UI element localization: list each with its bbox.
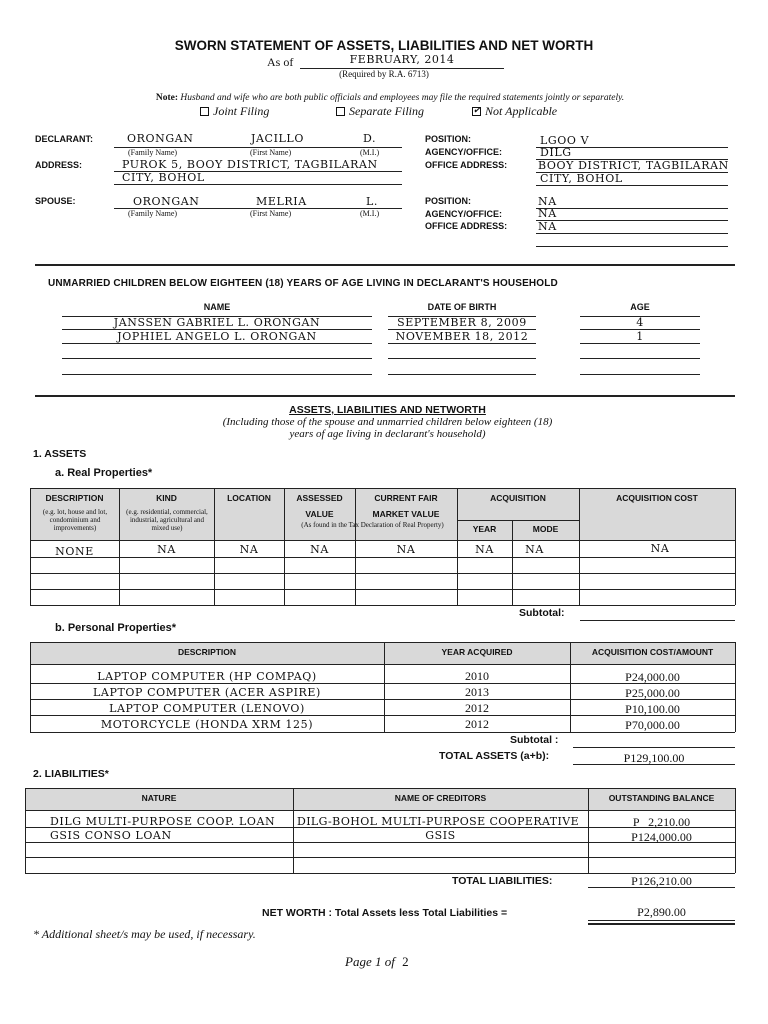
children-top-rule [35,264,735,266]
note-label: Note: [155,93,178,103]
total-liabilities-value: P126,210.00 [631,874,692,888]
total-assets-line [573,764,735,765]
liab-col-creditor: NAME OF CREDITORS [394,793,487,803]
address-line2: CITY, BOHOL [122,171,205,184]
page-prefix: Page 1 of [345,954,395,969]
personal-properties-heading: b. Personal Properties* [55,622,177,634]
total-assets-value: P129,100.00 [623,751,685,765]
as-of-label: As of [267,55,294,69]
net-worth-value: P2,890.00 [637,905,686,919]
total-liabilities-label: TOTAL LIABILITIES: [452,875,553,887]
liabilities-heading: 2. LIABILITIES* [33,768,109,780]
spouse-position-underline [536,208,728,209]
spouse-office-underline2 [536,246,728,247]
real-col-kind-sub: (e.g. residential, commercial, industrial, agricultural and mixed use) [126,508,208,532]
not-applicable-option[interactable] [472,104,557,119]
real-col-kind: KIND [156,493,177,503]
real-col-assessed-2: VALUE [305,509,334,519]
separate-filing-label: Separate Filing [349,104,424,118]
page-indicator [345,954,409,970]
office-address-line2: CITY, BOHOL [540,172,623,185]
personal-cell-description: LAPTOP COMPUTER (HP COMPAQ) [97,670,317,683]
real-col-tax-note: (As found in the Tax Declaration of Real Property) [301,521,444,529]
personal-cell-description: LAPTOP COMPUTER (ACER ASPIRE) [93,686,321,699]
spouse-first-caption: (First Name) [250,209,292,218]
personal-cell-cost: P24,000.00 [625,670,680,684]
personal-subtotal-label: Subtotal : [510,734,559,746]
liab-col-balance: OUTSTANDING BALANCE [608,793,715,803]
real-col-assessed-1: ASSESSED [296,493,343,503]
real-col-acquisition: ACQUISITION [490,493,546,503]
real-col-cost: ACQUISITION COST [616,493,698,503]
not-applicable-checkbox[interactable] [472,107,481,116]
child-dob: NOVEMBER 18, 2012 [395,330,529,343]
additional-sheets-note: * Additional sheet/s may be used, if necessary. [33,927,256,941]
spouse-position-label: POSITION: [425,196,472,206]
declarant-first-caption: (First Name) [250,148,292,157]
real-col-year: YEAR [472,524,497,534]
real-col-fmv-1: CURRENT FAIR [374,493,438,503]
alnw-sub1: (Including those of the spouse and unmarried children below eighteen (18) [222,416,553,428]
office-address-line1: BOOY DISTRICT, TAGBILARAN [538,159,729,172]
real-cell-mode: NA [525,543,544,556]
required-note: (Required by R.A. 6713) [339,69,429,79]
personal-cell-year: 2012 [465,701,489,715]
spouse-family-caption: (Family Name) [128,209,178,218]
personal-cell-description: MOTORCYCLE (HONDA XRM 125) [100,718,314,731]
child-age: 4 [636,316,644,329]
spouse-agency-value: NA [538,207,557,220]
office-line2-underline [536,185,728,186]
assets-heading: 1. ASSETS [33,448,87,460]
filing-note [0,93,768,103]
office-address-label: OFFICE ADDRESS: [425,160,508,170]
address-line2-underline [114,184,402,185]
child-dob: SEPTEMBER 8, 2009 [397,316,527,329]
alnw-sub2: years of age living in declarant's household) [289,428,486,440]
personal-col-cost: ACQUISITION COST/AMOUNT [591,647,714,657]
real-cell-kind: NA [157,543,176,556]
real-col-location: LOCATION [227,493,271,503]
personal-subtotal-line [573,747,735,748]
declarant-mi-caption: (M.I.) [360,148,380,157]
spouse-agency-underline [536,220,728,221]
document-title: SWORN STATEMENT OF ASSETS, LIABILITIES AND NET WORTH [174,38,594,53]
liab-cell-balance: P124,000.00 [631,830,692,844]
spouse-mi-caption: (M.I.) [360,209,380,218]
separate-filing-option[interactable] [336,104,424,119]
alnw-heading: ASSETS, LIABILITIES AND NETWORTH [289,404,486,416]
real-cell-assessed: NA [310,543,329,556]
liab-cell-nature: GSIS CONSO LOAN [50,829,172,842]
spouse-office-label: OFFICE ADDRESS: [425,221,508,231]
liab-cell-creditor: DILG-BOHOL MULTI-PURPOSE COOPERATIVE [296,815,580,828]
declarant-family-name: ORONGAN [127,132,194,145]
personal-cell-cost: P25,000.00 [625,686,680,700]
position-label: POSITION: [425,134,472,144]
personal-cell-year: 2013 [465,685,489,699]
address-label: ADDRESS: [35,160,83,170]
declarant-family-caption: (Family Name) [128,148,178,157]
agency-value: DILG [540,146,572,159]
real-cell-location: NA [239,543,259,556]
personal-cell-year: 2012 [465,717,489,731]
joint-filing-checkbox[interactable] [200,107,209,116]
declarant-first-name: JACILLO [251,132,304,145]
spouse-family-name: ORONGAN [133,195,200,208]
children-heading: UNMARRIED CHILDREN BELOW EIGHTEEN (18) YEARS OF AGE LIVING IN DECLARANT'S HOUSEHOLD [48,278,558,289]
declarant-label: DECLARANT: [35,134,93,144]
real-cell-year: NA [475,543,494,556]
real-subtotal-label: Subtotal: [519,607,565,619]
net-worth-double-line [588,923,735,925]
personal-col-year: YEAR ACQUIRED [441,647,513,657]
joint-filing-label: Joint Filing [213,104,270,118]
liab-col-nature: NATURE [141,793,177,803]
note-text: Husband and wife who are both public officials and employees may file the required statements jointly or separately. [180,93,625,103]
real-cell-fmv: NA [396,543,416,556]
as-of-value: FEBRUARY, 2014 [349,53,455,66]
page-total: 2 [402,954,409,969]
not-applicable-label: Not Applicable [485,104,558,118]
real-col-mode: MODE [532,524,559,534]
address-line1: PUROK 5, BOOY DISTRICT, TAGBILARAN [122,158,378,171]
liab-cell-creditor: GSIS [425,829,456,842]
real-properties-heading: a. Real Properties* [55,467,153,479]
real-col-description-sub: (e.g. lot, house and lot, condominium and improvements) [42,508,108,532]
real-subtotal-line [580,620,735,621]
spouse-first-name: MELRIA [256,195,307,208]
agency-label: AGENCY/OFFICE: [425,147,503,157]
personal-col-description: DESCRIPTION [177,647,237,657]
personal-cell-description: LAPTOP COMPUTER (LENOVO) [109,702,305,715]
children-col-age: AGE [630,302,650,312]
child-age: 1 [636,330,644,343]
position-value: LGOO V [540,134,590,147]
children-col-dob: DATE OF BIRTH [427,302,497,312]
net-worth-line [588,920,735,921]
personal-cell-cost: P70,000.00 [625,718,680,732]
spouse-office-value: NA [538,220,557,233]
real-col-fmv-2: MARKET VALUE [372,509,440,519]
real-col-description: DESCRIPTION [45,493,104,503]
liab-cell-nature: DILG MULTI-PURPOSE COOP. LOAN [50,815,276,828]
children-col-name: NAME [203,302,231,312]
real-cell-description: NONE [55,545,94,558]
spouse-label: SPOUSE: [35,196,76,206]
separate-filing-checkbox[interactable] [336,107,345,116]
net-worth-label: NET WORTH : Total Assets less Total Liabilities = [262,907,508,919]
spouse-position-value: NA [538,195,557,208]
spouse-mi: L. [366,195,379,208]
joint-filing-option[interactable] [200,104,269,119]
liab-cell-balance: P 2,210.00 [632,815,691,829]
personal-cell-year: 2010 [465,669,489,683]
spouse-agency-label: AGENCY/OFFICE: [425,209,503,219]
total-liabilities-line [588,887,735,888]
spouse-office-underline [536,233,728,234]
real-cell-cost: NA [650,542,670,555]
total-assets-label: TOTAL ASSETS (a+b): [439,750,550,762]
children-bottom-rule [35,395,735,397]
personal-cell-cost: P10,100.00 [625,702,680,716]
child-name: JANSSEN GABRIEL L. ORONGAN [113,316,321,329]
child-name: JOPHIEL ANGELO L. ORONGAN [117,330,317,343]
declarant-mi: D. [363,132,377,145]
